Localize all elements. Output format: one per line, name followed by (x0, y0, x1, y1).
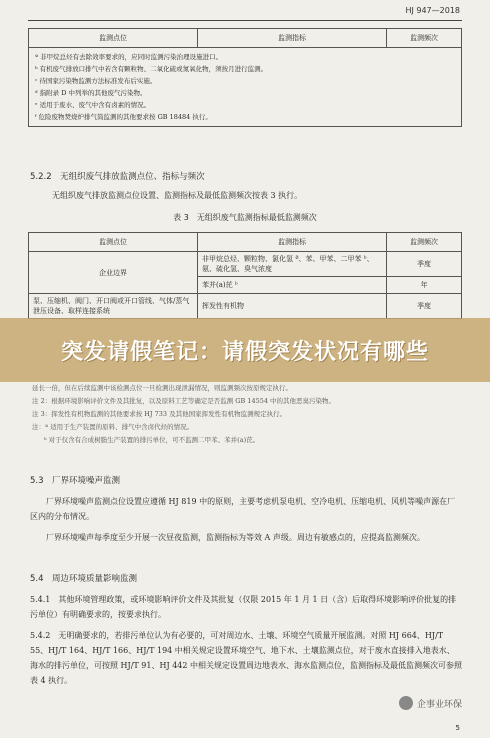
table-caption: 表 3 无组织废气监测指标最低监测频次 (173, 213, 317, 222)
wechat-logo-icon (399, 696, 413, 710)
overlay-banner (0, 318, 490, 382)
section-paragraph: 5.4.2 无明确要求的，若排污单位认为有必要的，可对周边水、土壤、环境空气质量开展监测。对照 HJ 664、HJ/T 55、HJ/T 164、HJ/T 166、HJ/T 194 中相关规定设置环境空气、地下水、土壤监测点位，对于废水直接排入地表水、海水的排污单位，可按照 HJ/T 91、HJ 442 中相关规定设置周边地表水、海水监测点位，监测指标及最低监测频次可参照表 4 执行。 (30, 631, 463, 685)
cell-frequency: 季度 (387, 252, 462, 277)
note-d: ᵈ 指附录 D 中列举的其他废气污染物。 (35, 89, 147, 97)
table-row (29, 294, 462, 319)
section-title-5-3: 5.3 厂界环境噪声监测 (30, 476, 121, 486)
banner-title: 突发请假笔记：请假突发状况有哪些 (60, 339, 429, 365)
footnote: 注 2：根据环境影响评价文件及其批复，以及原料工艺等确定是否监测 GB 14554 中的其他恶臭污染物。 (32, 397, 336, 405)
cell-indicator: 非甲烷总烃、颗粒物、氯化氢 ª、苯、甲苯、二甲苯 ᵇ、氨、硫化氢、臭气浓度 (198, 252, 387, 277)
col-header-indicator: 监测指标 (198, 29, 387, 48)
cell-indicator: 苯并(a)芘 ᵇ (198, 277, 387, 294)
footnote: 注 3：挥发性有机物监测的其他要求按 HJ 733 及其他国家挥发性有机物监测规定执行。 (32, 410, 287, 418)
section-paragraph-5-2-2: 无组织废气排放监测点位设置、监测指标及最低监测频次按表 3 执行。 (52, 191, 303, 200)
col-header-indicator: 监测指标 (198, 233, 387, 252)
page-number: 5 (455, 724, 460, 732)
note-c: ᶜ 待国家污染物监测方法标准发布后实施。 (35, 77, 157, 85)
cell-frequency: 年 (387, 277, 462, 294)
section-title-5-2-2: 5.2.2 无组织废气排放监测点位、指标与频次 (30, 172, 205, 182)
cell-frequency: 季度 (387, 294, 462, 319)
section-paragraph: 厂界环境噪声监测点位设置应遵循 HJ 819 中的原则，主要考虑机泵电机、空冷电机、压缩电机、风机等噪声源在厂区内的分布情况。 (30, 497, 456, 521)
col-header-frequency: 监测频次 (387, 29, 462, 48)
watermark (399, 696, 462, 710)
section-title-5-4: 5.4 周边环境质量影响监测 (30, 574, 138, 584)
col-header-point: 监测点位 (29, 29, 198, 48)
cell-point: 企业边界 (29, 252, 198, 294)
footnote: 延长一倍，但在后续监测中该检测点位一旦检测出现泄漏情况，则监测频次按原规定执行。 (32, 384, 292, 392)
col-header-point: 监测点位 (29, 233, 198, 252)
monitoring-table-continued (28, 28, 462, 127)
note-e: ᵉ 适用于废水、废气中含有卤素的情况。 (35, 101, 151, 109)
cell-indicator: 挥发性有机物 (198, 294, 387, 319)
footnote: ᵇ 对于仅含有合成树脂生产装置的排污单位，可不监测二甲苯、苯并(a)芘。 (44, 436, 260, 444)
note-a: ª 非甲烷总烃有去除效率要求的，应同时监测污染治理设施进口。 (35, 53, 223, 61)
footnote: 注：ª 适用于生产装置的原料、排气中含卤代烃的情况。 (32, 423, 194, 431)
table-notes (29, 48, 462, 127)
section-paragraph: 厂界环境噪声每季度至少开展一次昼夜监测，监测指标为等效 A 声级。周边有敏感点的，应提高监测频次。 (46, 533, 425, 542)
watermark-text: 企事业环保 (416, 699, 462, 710)
note-b: ᵇ 有机废气排放口排气中若含有颗粒物、二氧化硫或氮氧化物，须按月进行监测。 (35, 65, 268, 73)
note-f: ᶠ 危险废物焚烧炉排气筒监测的其他要求按 GB 18484 执行。 (35, 113, 212, 121)
header-rule (28, 20, 462, 21)
section-paragraph: 5.4.1 其他环境管理政策，或环境影响评价文件及其批复（仅限 2015 年 1 月 1 日（含）后取得环境影响评价批复的排污单位）有明确要求的，按要求执行。 (30, 595, 457, 619)
table-row (29, 252, 462, 277)
fugitive-emission-table (28, 232, 462, 319)
cell-point: 泵、压缩机、阀门、开口阀或开口管线、气体/蒸气泄压设备、取样连接系统 (29, 294, 198, 319)
col-header-frequency: 监测频次 (387, 233, 462, 252)
standard-code: HJ 947—2018 (405, 6, 460, 15)
table-footnotes (32, 382, 462, 447)
